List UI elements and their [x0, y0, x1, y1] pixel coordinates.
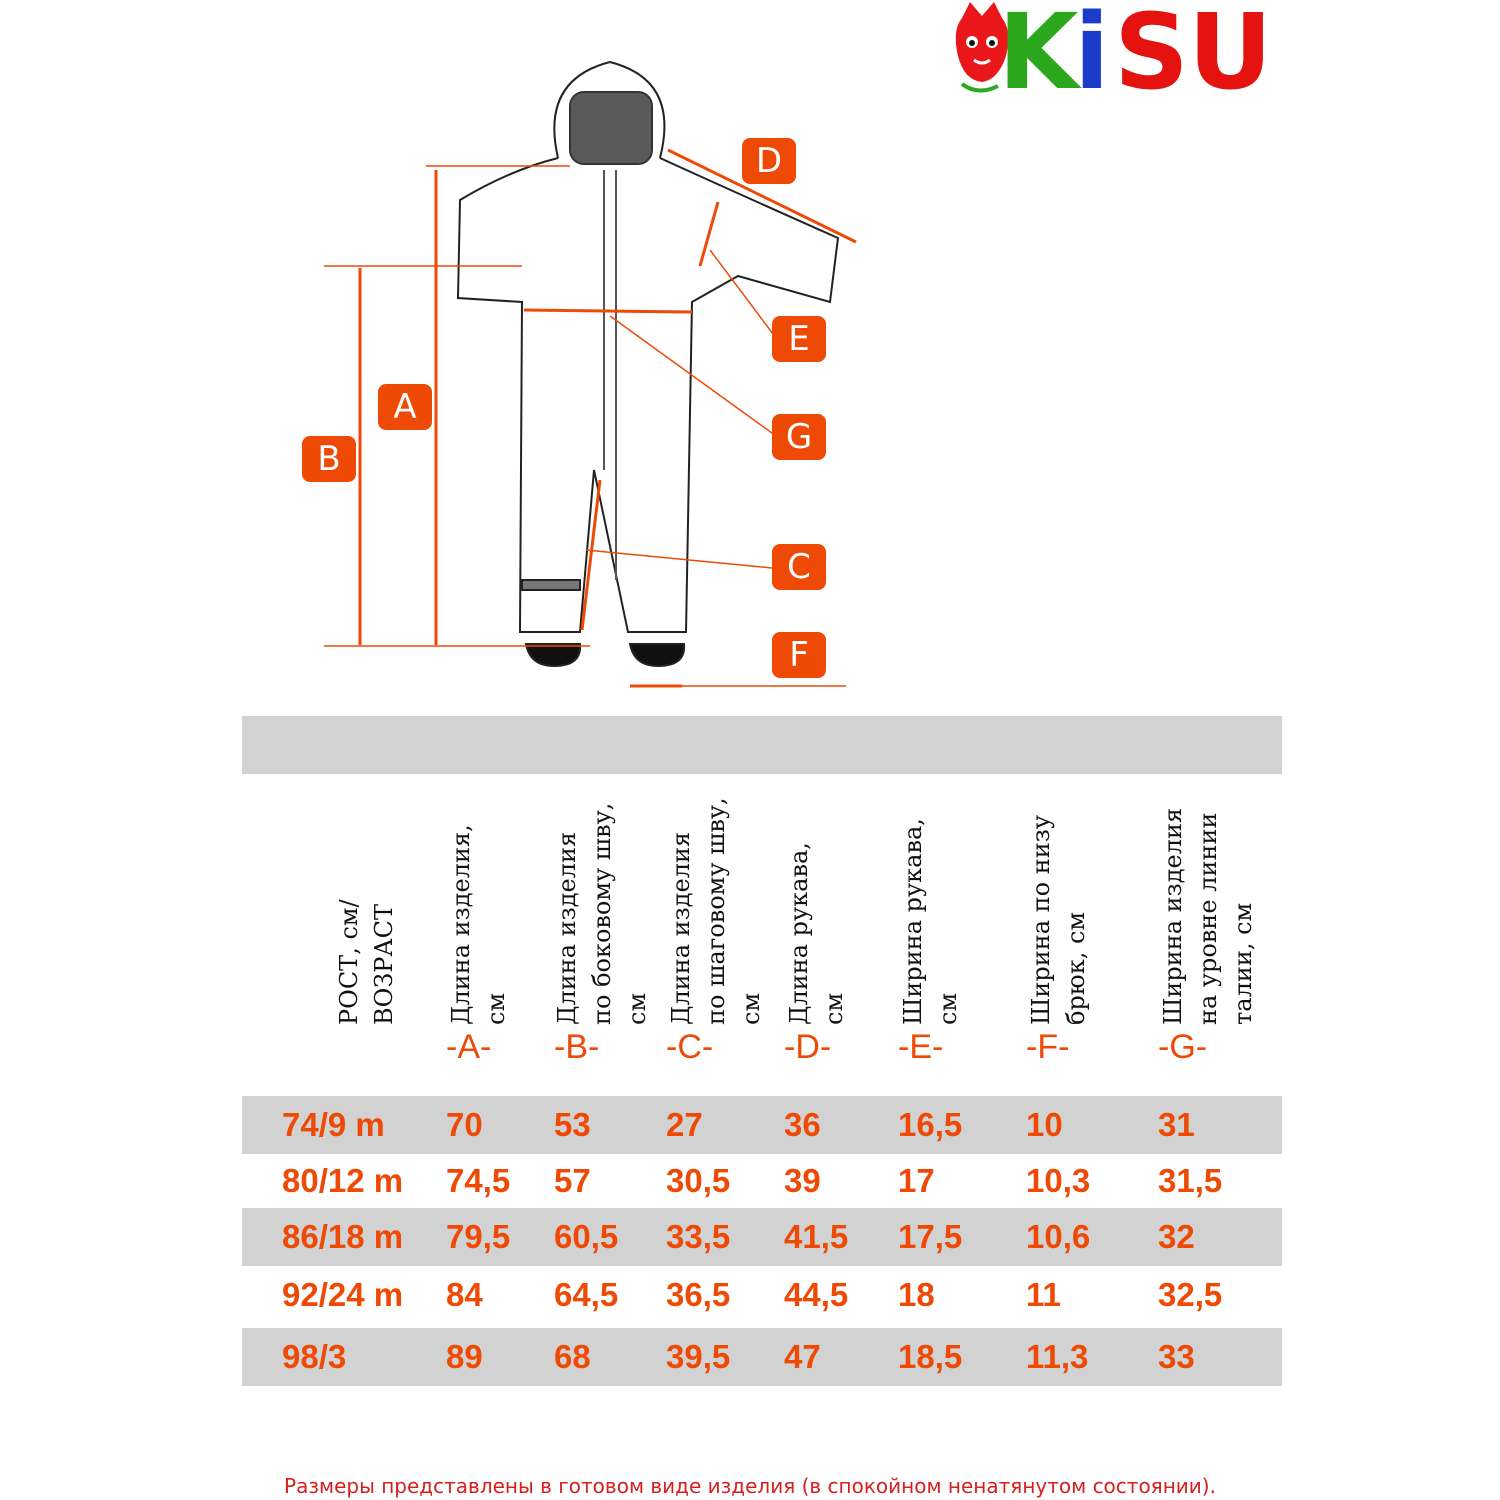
brand-logo [948, 0, 1288, 113]
jumpsuit-drawing [290, 40, 910, 710]
column-letter-e: -E- [898, 1028, 944, 1066]
cell-b: 57 [554, 1162, 591, 1199]
column-letter-g: -G- [1158, 1028, 1208, 1066]
cell-a: 79,5 [446, 1218, 511, 1255]
table-row [242, 1266, 1282, 1324]
cell-e: 16,5 [898, 1106, 963, 1143]
cell-a: 70 [446, 1106, 483, 1143]
table-row [242, 1328, 1282, 1386]
cell-size: 80/12 m [282, 1162, 404, 1199]
label-g: G [772, 414, 826, 460]
header-sleeve-width-e: Ширина рукава, см [899, 818, 962, 1025]
cell-b: 64,5 [554, 1276, 619, 1313]
cell-c: 33,5 [666, 1218, 731, 1255]
cell-d: 36 [784, 1106, 821, 1143]
cell-size: 98/3 [282, 1338, 347, 1375]
column-letter-a: -A- [446, 1028, 492, 1066]
cell-f: 11 [1026, 1276, 1061, 1313]
header-length-a: Длина изделия, см [447, 824, 510, 1025]
label-d: D [742, 138, 796, 184]
cell-f: 10,3 [1026, 1162, 1091, 1199]
cell-g: 32,5 [1158, 1276, 1223, 1313]
logo-letter-s: S [1114, 0, 1189, 113]
logo-letter-u: U [1188, 0, 1273, 113]
cell-a: 89 [446, 1338, 483, 1375]
header-side-seam-b: Длина изделия по боковому шву, см [553, 802, 651, 1025]
cell-b: 53 [554, 1106, 591, 1143]
column-letter-d: -D- [784, 1028, 832, 1066]
cell-g: 31 [1158, 1106, 1195, 1143]
footnote: Размеры представлены в готовом виде изделия (в спокойном ненатянутом состоянии). [284, 1474, 1216, 1498]
table-row [242, 1208, 1282, 1266]
logo-letter-k: K [998, 0, 1079, 113]
cell-a: 84 [446, 1276, 483, 1313]
table-header-band [242, 716, 1282, 774]
cell-e: 17 [898, 1162, 935, 1199]
header-leg-width-f: Ширина по низу брюк, см [1027, 815, 1090, 1025]
cell-e: 17,5 [898, 1218, 963, 1255]
cell-c: 30,5 [666, 1162, 731, 1199]
cell-b: 60,5 [554, 1218, 619, 1255]
cell-g: 33 [1158, 1338, 1195, 1375]
cell-size: 74/9 m [282, 1106, 385, 1143]
cell-g: 31,5 [1158, 1162, 1223, 1199]
cell-g: 32 [1158, 1218, 1195, 1255]
header-sleeve-length-d: Длина рукава, см [785, 842, 848, 1025]
label-f: F [772, 632, 826, 678]
table-row [242, 1152, 1282, 1210]
header-waist-width-g: Ширина изделия на уровне линии талии, см [1159, 807, 1257, 1025]
table-row [242, 1096, 1282, 1154]
cell-size: 86/18 m [282, 1218, 404, 1255]
cell-e: 18,5 [898, 1338, 963, 1375]
cell-c: 27 [666, 1106, 703, 1143]
column-letter-f: -F- [1026, 1028, 1070, 1066]
cell-c: 39,5 [666, 1338, 731, 1375]
column-letter-b: -B- [554, 1028, 600, 1066]
logo-letter-i: i [1074, 0, 1110, 113]
cell-d: 47 [784, 1338, 821, 1375]
cell-f: 10 [1026, 1106, 1063, 1143]
cell-size: 92/24 m [282, 1276, 404, 1313]
cell-f: 11,3 [1026, 1338, 1089, 1375]
header-inseam-c: Длина изделия по шаговому шву, см [667, 797, 765, 1025]
cell-d: 44,5 [784, 1276, 849, 1313]
label-e: E [772, 316, 826, 362]
label-b: B [302, 436, 356, 482]
garment-diagram [290, 40, 910, 710]
cell-e: 18 [898, 1276, 935, 1313]
column-letter-c: -C- [666, 1028, 714, 1066]
label-c: C [772, 544, 826, 590]
cell-d: 41,5 [784, 1218, 849, 1255]
cell-a: 74,5 [446, 1162, 511, 1199]
header-height-age: РОСТ, см/ ВОЗРАСТ [335, 899, 398, 1025]
cell-b: 68 [554, 1338, 591, 1375]
cell-c: 36,5 [666, 1276, 731, 1313]
cell-d: 39 [784, 1162, 821, 1199]
cell-f: 10,6 [1026, 1218, 1091, 1255]
label-a: A [378, 384, 432, 430]
